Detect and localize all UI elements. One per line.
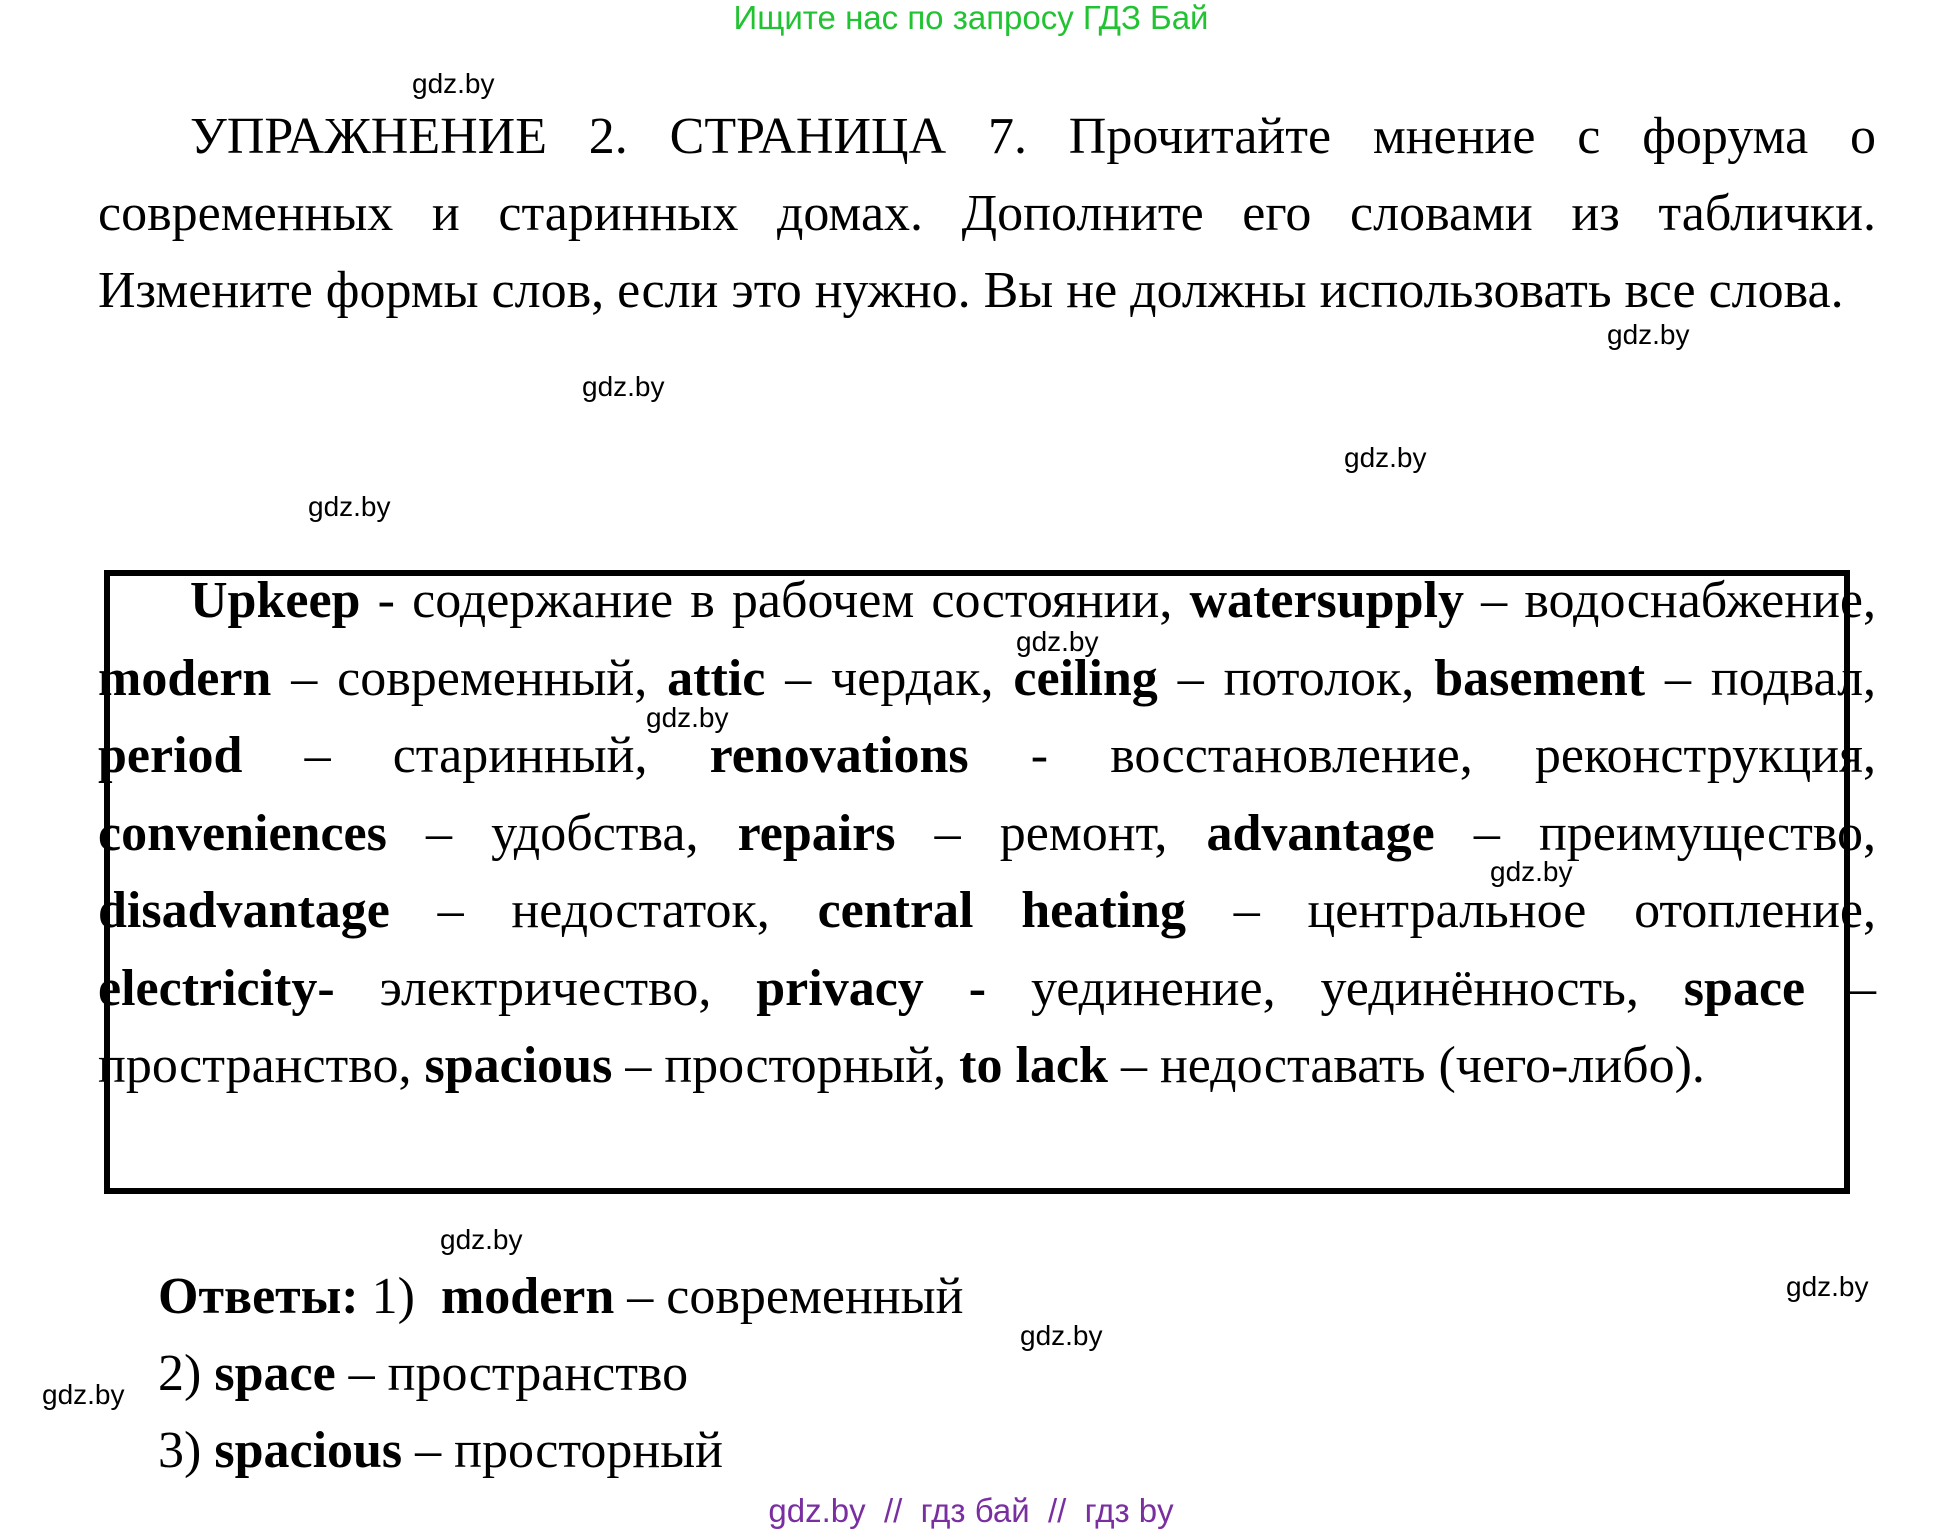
vocab-separator: – [612,1037,665,1094]
vocab-meaning: водоснабжение, [1524,572,1876,629]
vocab-term: disadvantage [98,882,390,939]
watermark: gdz.by [582,371,665,402]
answer-number: 1) [371,1268,415,1325]
answer-translation: – пространство [348,1345,689,1402]
watermark: gdz.by [412,68,495,99]
vocab-meaning: содержание в рабочем состоянии, [412,572,1190,629]
vocab-separator [986,960,1031,1017]
answers-heading: Ответы: [158,1268,359,1325]
answer-item [158,1335,963,1412]
vocab-separator: - [360,572,413,629]
watermark: gdz.by [1016,626,1099,657]
vocab-term: spacious [424,1037,613,1094]
vocab-meaning: электричество, [379,959,757,1017]
vocab-term: central heating [817,882,1186,939]
watermark: gdz.by [1490,856,1573,887]
vocab-separator: – [389,882,512,939]
vocab-term: basement [1434,649,1646,707]
vocab-term: repairs [737,804,896,862]
vocab-meaning: потолок, [1223,649,1435,707]
answer-word: modern [440,1268,615,1325]
vocab-meaning: преимущество, [1538,804,1877,862]
watermark: gdz.by [440,1224,523,1255]
vocab-term: renovations [709,727,969,784]
vocab-term: watersupply [1189,572,1464,629]
vocab-meaning: удобства, [491,804,738,862]
vocab-meaning: старинный, [392,727,710,784]
watermark: gdz.by [646,702,729,733]
answer-word: spacious [214,1422,403,1479]
vocab-meaning: недоставать (чего-либо). [1159,1037,1705,1094]
answer-translation: – современный [627,1268,964,1325]
search-banner: Ищите нас по запросу ГДЗ Бай [733,0,1209,36]
watermark: gdz.by [1344,442,1427,473]
vocab-separator: - [968,727,1111,784]
vocab-separator: – [1157,649,1224,707]
vocab-separator: – [1645,649,1711,707]
vocab-term: space [1683,959,1806,1017]
vocab-term: advantage [1206,804,1435,862]
vocab-meaning: чердак, [831,649,1014,707]
vocab-meaning: центральное отопление, [1307,882,1877,939]
vocab-separator: – [895,804,1000,862]
watermark: gdz.by [1607,319,1690,350]
vocab-meaning: уединение, уединённость, [1030,959,1684,1017]
vocab-separator: – [386,804,492,862]
vocab-term: to lack [959,1037,1108,1094]
vocab-separator: – [765,649,832,707]
vocab-meaning: восстановление, реконструкция, [1110,727,1876,784]
answer-number: 3) [158,1422,202,1479]
vocab-term: electricity- [98,959,335,1017]
footer-links: gdz.by // гдз бай // гдз by [768,1492,1174,1529]
vocab-separator: – [1463,572,1525,629]
vocab-separator: – [1805,959,1877,1017]
answer-word: space [214,1345,336,1402]
vocab-separator: – [271,649,338,707]
vocab-separator: – [242,727,393,784]
vocab-term: ceiling [1013,649,1158,707]
answer-item [158,1412,963,1489]
vocab-term: period [98,727,243,784]
vocab-meaning: подвал, [1710,649,1877,707]
vocab-meaning: недостаток, [511,882,818,939]
vocab-term: conveniences [98,804,387,862]
exercise-instructions: УПРАЖНЕНИЕ 2. СТРАНИЦА 7. Прочитайте мнение с форума о современных и старинных домах. Дополните его словами из таблички. Измените формы слов, если это нужно. Вы не должны использовать все слова. [98,108,1876,319]
answer-translation: – просторный [415,1422,724,1479]
vocab-meaning: просторный, [664,1037,960,1094]
vocab-term: attic [667,649,766,707]
vocab-term: privacy - [756,959,987,1017]
watermark: gdz.by [42,1379,125,1410]
answer-item [158,1258,963,1335]
watermark: gdz.by [1786,1271,1869,1302]
answers-section [158,1258,963,1489]
vocab-separator [335,960,380,1017]
vocab-separator: – [1185,882,1308,939]
vocab-term: Upkeep [190,572,361,629]
answer-number: 2) [158,1345,202,1402]
watermark: gdz.by [1020,1320,1103,1351]
vocab-term: modern [98,649,272,707]
vocab-separator: – [1107,1037,1160,1094]
vocab-separator: – [1434,804,1539,862]
vocab-meaning: современный, [337,649,668,707]
vocab-meaning: ремонт, [999,804,1207,862]
vocabulary-list [98,562,1876,1105]
vocab-meaning: пространство, [98,1037,425,1094]
watermark: gdz.by [308,491,391,522]
